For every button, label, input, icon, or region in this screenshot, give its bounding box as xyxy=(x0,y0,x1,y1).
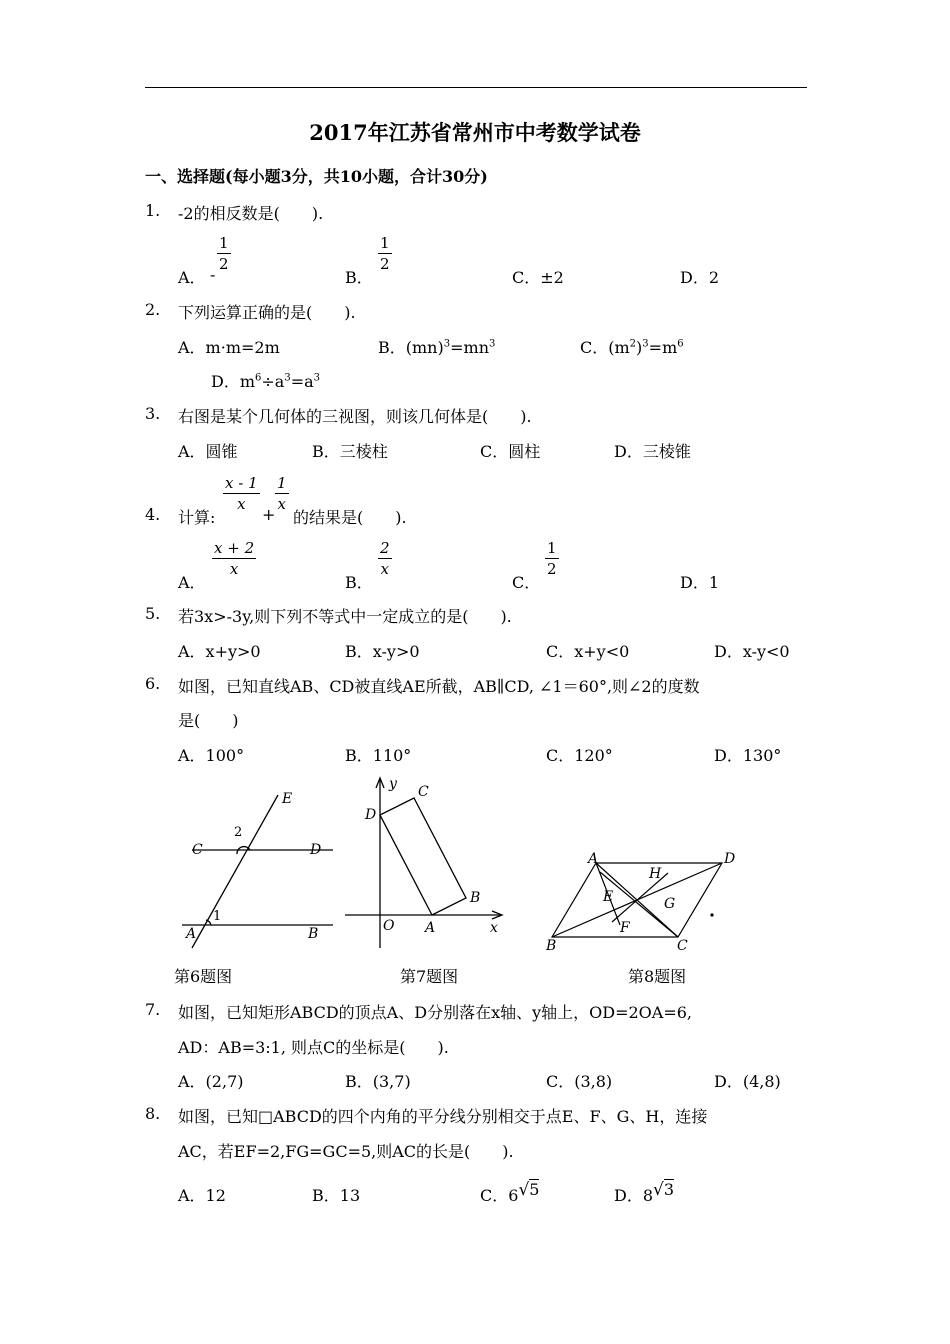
fig6-label-2: 2 xyxy=(234,825,243,840)
q5-option-b: B．x-y>0 xyxy=(345,642,420,661)
q8-option-b: B．13 xyxy=(312,1186,361,1205)
q6-option-a: A．100° xyxy=(178,746,245,765)
q7-option-a: A．(2,7) xyxy=(178,1072,244,1091)
q2-option-c: C．$(m^2)^3=m^6$ xyxy=(580,338,684,357)
q4-suffix: 的结果是( ). xyxy=(293,508,407,527)
q1-option-d: D．2 xyxy=(680,268,720,287)
fig8-label-e: E xyxy=(603,889,614,905)
fig8-label-d: D xyxy=(724,851,736,867)
q6-number: 6. xyxy=(145,674,161,693)
page-title: 2017年江苏省常州市中考数学试卷 xyxy=(309,120,641,145)
fig6-label-b: B xyxy=(308,926,319,942)
q5-option-a: A．x+y>0 xyxy=(178,642,261,661)
fig6-label-a: A xyxy=(186,926,197,942)
q8-option-d: D．8√3 xyxy=(614,1180,675,1205)
fig8-label-h: H xyxy=(649,866,662,882)
q2-option-d: D．$m^6\div a^3=a^3$ xyxy=(211,372,321,391)
q6-option-b: B．110° xyxy=(345,746,412,765)
q3-stem: 右图是某个几何体的三视图，则该几何体是( ). xyxy=(178,407,532,426)
q7-stem-line1: 如图，已知矩形ABCD的顶点A、D分别落在x轴、y轴上，OD=2OA=6, xyxy=(178,1003,693,1022)
q4-option-a-fraction: x + 2 x xyxy=(214,539,255,578)
q1-option-a-fraction: 1 2 xyxy=(219,234,229,273)
fig7-caption: 第7题图 xyxy=(400,967,459,986)
fig7-label-o: O xyxy=(383,918,395,934)
q1-option-b-label: B． xyxy=(345,268,373,287)
q8-option-c: C．6√5 xyxy=(480,1180,540,1205)
q8-stem-line2: AC，若EF=2,FG=GC=5,则AC的长是( ). xyxy=(178,1142,514,1161)
q4-option-d: D．1 xyxy=(680,573,720,592)
fig7-label-d: D xyxy=(365,807,377,823)
fig8-label-g: G xyxy=(664,896,676,912)
header-rule xyxy=(145,87,807,88)
fig8-label-f: F xyxy=(620,920,630,936)
q2-number: 2. xyxy=(145,300,161,319)
q4-plus: + xyxy=(262,505,276,524)
section-heading: 一、选择题(每小题3分，共10小题，合计30分) xyxy=(145,167,488,186)
q3-option-a: A．圆锥 xyxy=(178,442,238,461)
fig7-label-c: C xyxy=(418,784,429,800)
figures xyxy=(0,770,950,960)
q5-stem: 若3x>-3y,则下列不等式中一定成立的是( ). xyxy=(178,607,512,626)
fig7-label-y: y xyxy=(389,776,397,792)
q1-option-a-label: A． xyxy=(178,268,206,287)
q5-number: 5. xyxy=(145,604,161,623)
fig8-label-b: B xyxy=(546,938,557,954)
q4-fraction-2: 1 x xyxy=(277,474,287,513)
fig6-label-d: D xyxy=(310,842,322,858)
q7-option-b: B．(3,7) xyxy=(345,1072,411,1091)
q7-option-c: C．(3,8) xyxy=(546,1072,613,1091)
fig8-label-c: C xyxy=(677,938,688,954)
q1-option-a-sign: - xyxy=(210,265,216,284)
q8-option-a: A．12 xyxy=(178,1186,226,1205)
fig8-caption: 第8题图 xyxy=(628,967,687,986)
q4-number: 4. xyxy=(145,505,161,524)
q3-option-b: B．三棱柱 xyxy=(312,442,388,461)
fig8-dot xyxy=(710,913,713,916)
q2-stem: 下列运算正确的是( ). xyxy=(178,303,356,322)
q4-fraction-1: x - 1 x xyxy=(225,474,258,513)
q6-stem-line1: 如图，已知直线AB、CD被直线AE所截，AB∥CD, ∠1＝60°,则∠2的度数 xyxy=(178,677,700,696)
q3-option-d: D．三棱锥 xyxy=(614,442,691,461)
fig7-label-x: x xyxy=(490,920,498,936)
fig6-caption: 第6题图 xyxy=(174,967,233,986)
q6-stem-line2: 是( ) xyxy=(178,711,239,730)
q5-option-d: D．x-y<0 xyxy=(714,642,790,661)
q8-stem-line1: 如图，已知□ABCD的四个内角的平分线分别相交于点E、F、G、H，连接 xyxy=(178,1107,708,1126)
fig7-label-b: B xyxy=(470,890,481,906)
q1-stem: -2的相反数是( ). xyxy=(178,204,324,223)
q2-option-a: A．m·m=2m xyxy=(178,338,280,357)
q4-option-c-fraction: 1 2 xyxy=(547,539,557,578)
q6-option-c: C．120° xyxy=(546,746,613,765)
q7-stem-line2: AD：AB=3:1, 则点C的坐标是( ). xyxy=(178,1038,449,1057)
q1-option-b-fraction: 1 2 xyxy=(380,234,390,273)
q8-number: 8. xyxy=(145,1104,161,1123)
q4-prefix: 计算: xyxy=(178,508,216,527)
q1-option-c: C．±2 xyxy=(512,268,564,287)
q1-number: 1. xyxy=(145,201,161,220)
q4-option-b-label: B． xyxy=(345,573,373,592)
fig7-diagram xyxy=(345,778,502,948)
q7-option-d: D．(4,8) xyxy=(714,1072,781,1091)
fig7-label-a: A xyxy=(425,920,436,936)
fig8-label-a: A xyxy=(588,851,599,867)
q6-option-d: D．130° xyxy=(714,746,782,765)
q4-option-c-label: C． xyxy=(512,573,541,592)
q5-option-c: C．x+y<0 xyxy=(546,642,630,661)
q3-number: 3. xyxy=(145,404,161,423)
q4-option-a-label: A． xyxy=(178,573,206,592)
q7-number: 7. xyxy=(145,1000,161,1019)
fig6-label-1: 1 xyxy=(213,909,222,924)
q2-option-b: B．$(mn)^3=mn^3$ xyxy=(378,338,496,357)
q4-option-b-fraction: 2 x xyxy=(380,539,390,578)
fig8-diagram xyxy=(552,863,722,937)
q3-option-c: C．圆柱 xyxy=(480,442,541,461)
fig6-label-e: E xyxy=(282,791,293,807)
fig6-label-c: C xyxy=(192,842,203,858)
